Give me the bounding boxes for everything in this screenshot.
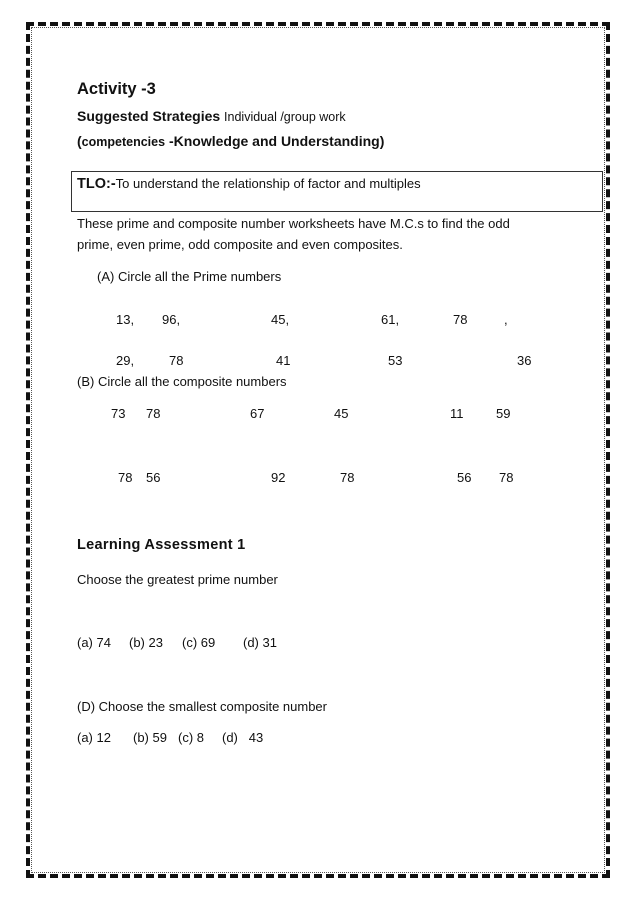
list-item: 41 xyxy=(276,353,291,368)
list-item: 92 xyxy=(271,470,286,485)
list-item: 45 xyxy=(334,406,349,421)
list-item: 96, xyxy=(162,312,181,327)
list-item: 73 xyxy=(111,406,126,421)
list-item: , xyxy=(504,312,508,327)
part-b-instruction: (B) Circle all the composite numbers xyxy=(77,374,287,389)
strategies-label: Suggested Strategies xyxy=(77,108,221,124)
list-item: 78 xyxy=(169,353,184,368)
assessment-title: Learning Assessment 1 xyxy=(77,537,246,553)
page-border-inner xyxy=(31,27,605,873)
list-item: 45, xyxy=(271,312,290,327)
activity-title: Activity -3 xyxy=(77,80,156,98)
option-c: (c) 8 xyxy=(178,730,204,745)
list-item: 36 xyxy=(517,353,532,368)
question-2: (D) Choose the smallest composite number xyxy=(77,699,327,714)
option-c: (c) 69 xyxy=(182,635,216,650)
option-b: (b) 23 xyxy=(129,635,163,650)
question-1: Choose the greatest prime number xyxy=(77,572,278,587)
list-item: 53 xyxy=(388,353,403,368)
part-a-instruction xyxy=(97,269,281,284)
option-d: (d) 31 xyxy=(243,635,277,650)
competencies-value: Knowledge and Understanding) xyxy=(173,133,385,149)
tlo-line xyxy=(77,176,421,192)
intro-line-2: prime, even prime, odd composite and even composites. xyxy=(77,237,403,252)
competencies-label: competencies xyxy=(81,135,166,149)
list-item: 56 xyxy=(146,470,161,485)
option-d: (d) 43 xyxy=(222,730,264,745)
list-item: 78 xyxy=(340,470,355,485)
list-item: 11 xyxy=(450,406,464,421)
tlo-text: To understand the relationship of factor and multiples xyxy=(115,176,421,191)
strategies-line xyxy=(77,108,346,124)
list-item: 67 xyxy=(250,406,265,421)
tlo-label: TLO:- xyxy=(77,176,116,192)
competencies-open: ( xyxy=(77,133,82,149)
option-b: (b) 59 xyxy=(133,730,167,745)
list-item: 59 xyxy=(496,406,511,421)
competencies-line xyxy=(77,133,384,149)
list-item: 56 xyxy=(457,470,472,485)
list-item: 78 xyxy=(453,312,468,327)
list-item: 78 xyxy=(499,470,514,485)
part-a-label: (A) xyxy=(97,269,115,284)
intro-line-1: These prime and composite number worksheets have M.C.s to find the odd xyxy=(77,216,510,231)
list-item: 78 xyxy=(146,406,161,421)
list-item: 78 xyxy=(118,470,133,485)
list-item: 13, xyxy=(116,312,135,327)
competencies-dash: - xyxy=(168,133,174,149)
part-a-text: Circle all the Prime numbers xyxy=(117,269,282,284)
strategies-value: Individual /group work xyxy=(224,110,346,124)
list-item: 29, xyxy=(116,353,135,368)
list-item: 61, xyxy=(381,312,400,327)
option-a: (a) 74 xyxy=(77,635,111,650)
option-a: (a) 12 xyxy=(77,730,111,745)
